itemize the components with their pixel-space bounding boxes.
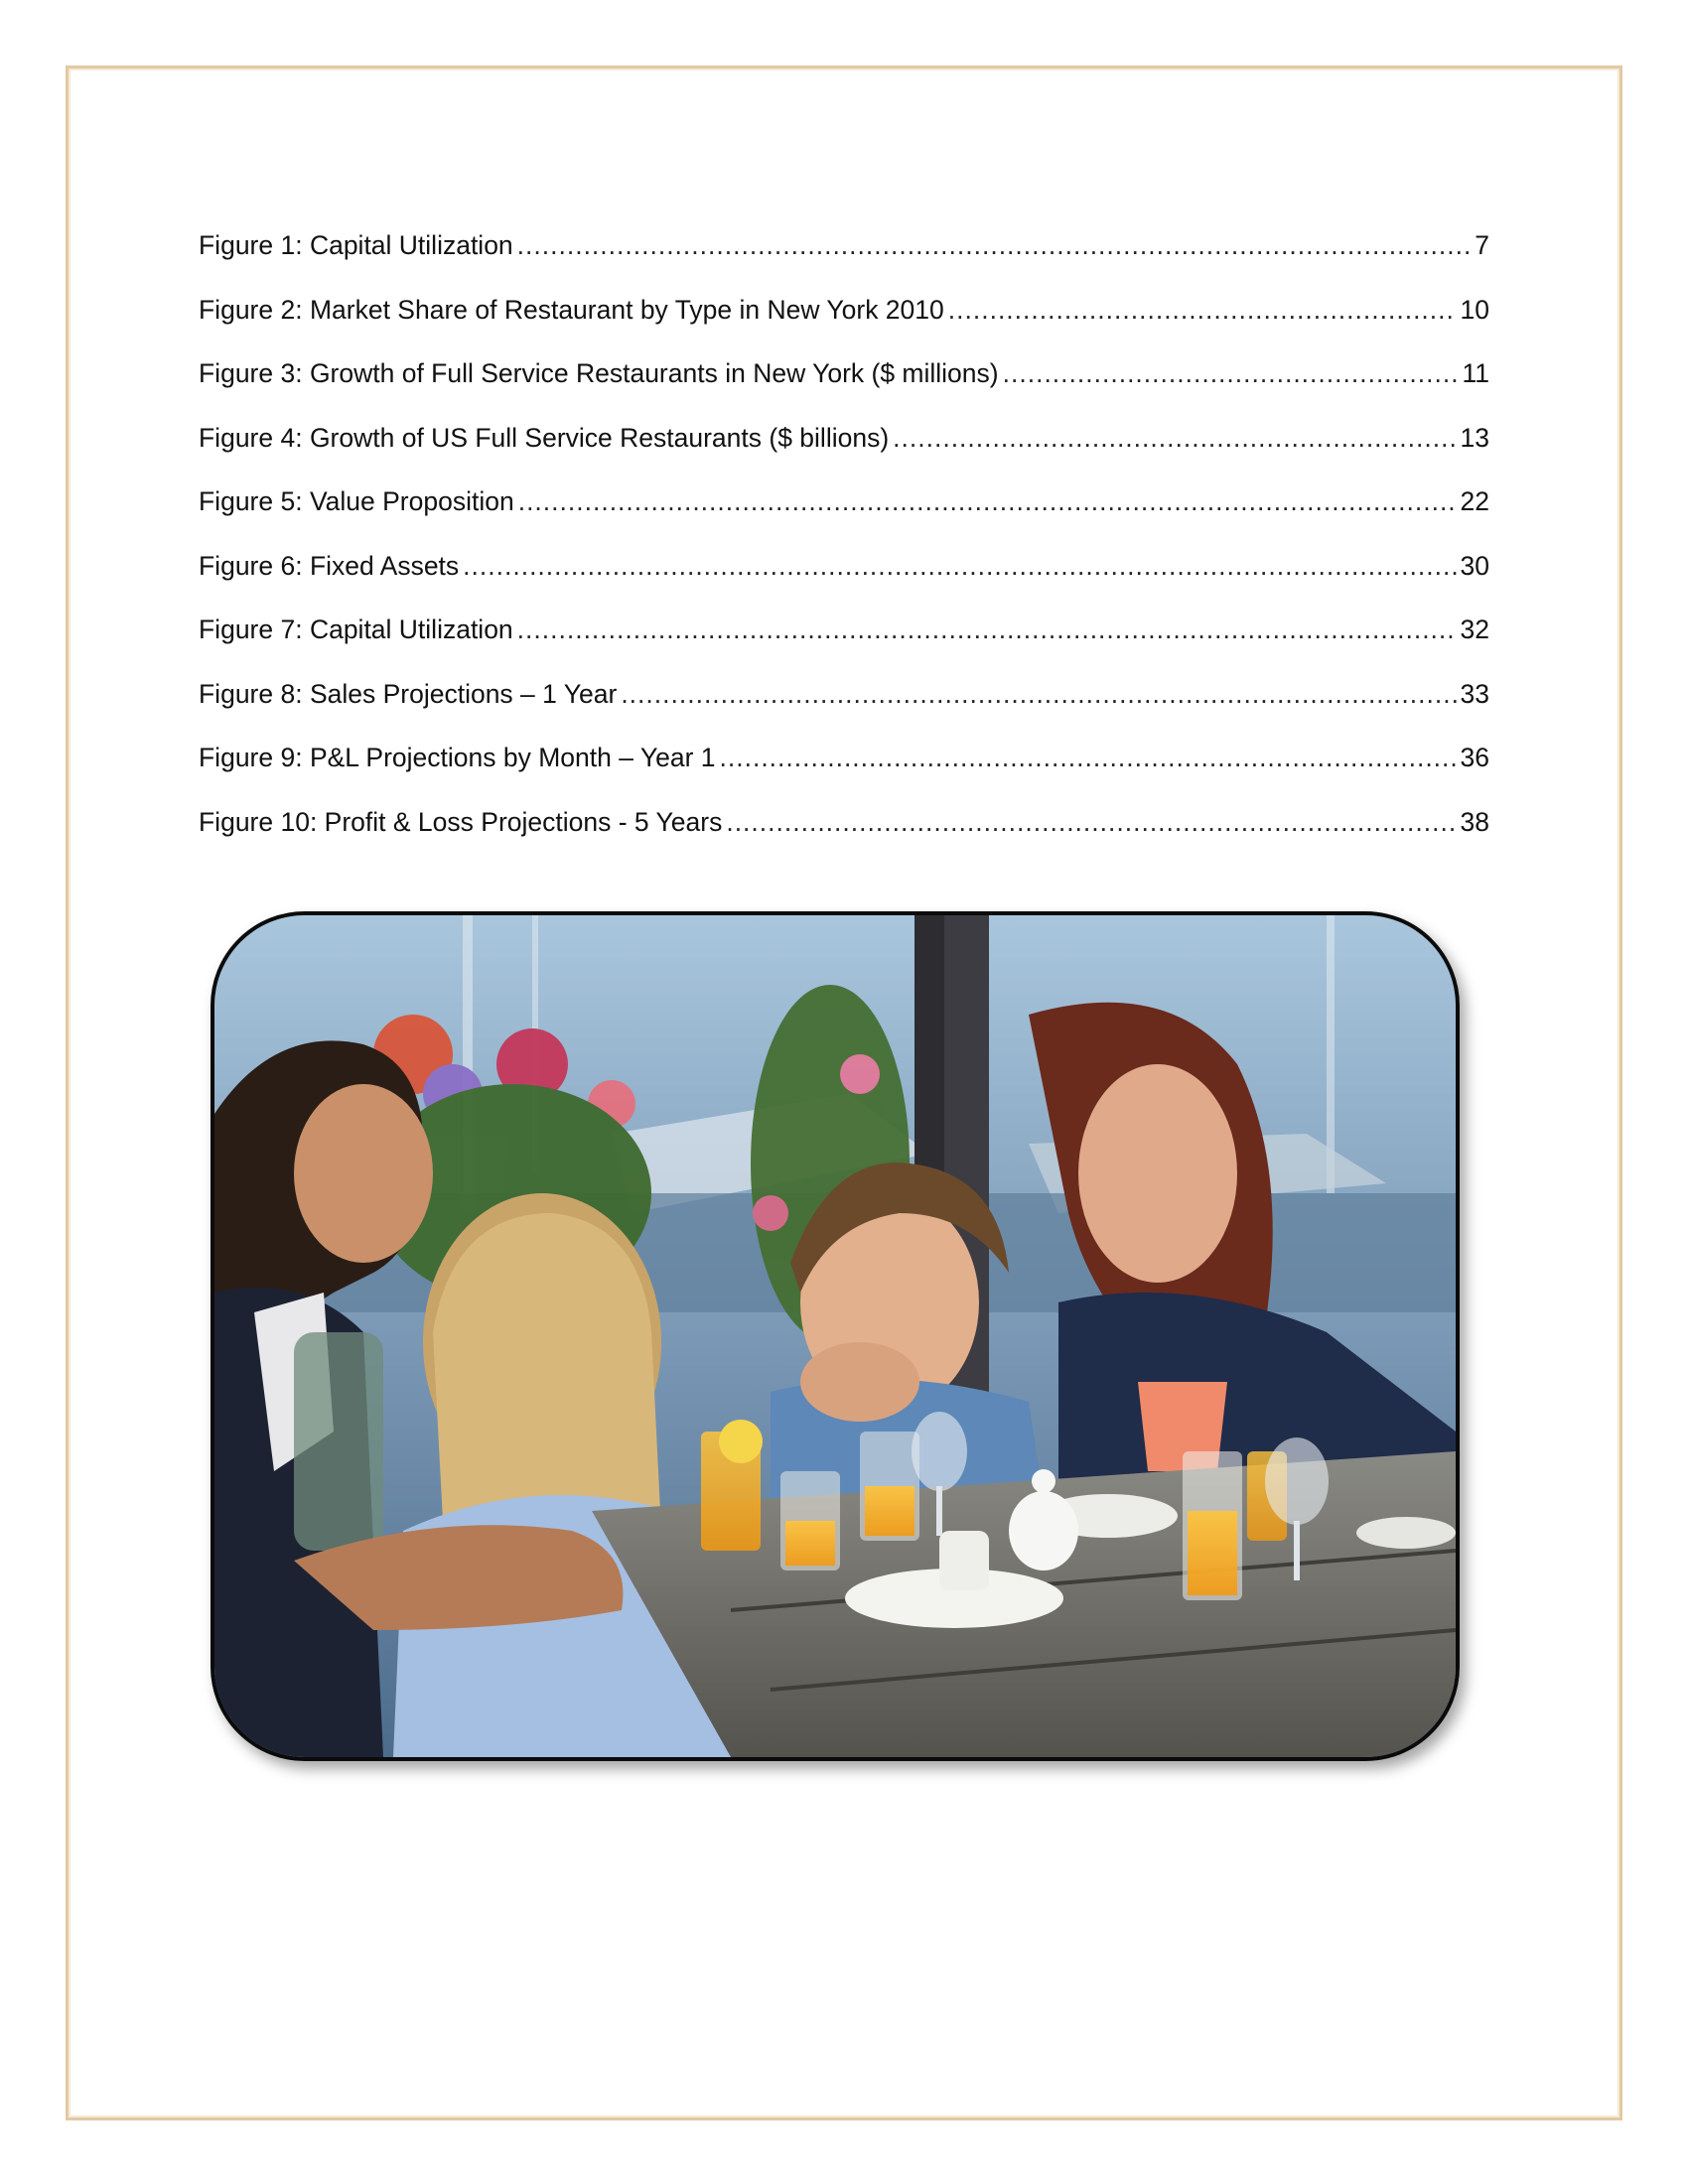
tof-entry-label: Figure 4: Growth of US Full Service Restaurants ($ billions) (199, 422, 890, 453)
tof-entry-page: 32 (1460, 614, 1489, 644)
tof-entry-page: 30 (1460, 550, 1489, 581)
tof-entry-page: 33 (1460, 678, 1489, 709)
tof-entry-page: 13 (1460, 422, 1489, 453)
dot-leader (948, 295, 1457, 326)
tof-entry-page: 11 (1462, 358, 1489, 388)
tof-entry-figure-5[interactable] (199, 486, 1489, 551)
dot-leader (893, 423, 1456, 454)
dot-leader (1003, 358, 1459, 389)
tof-entry-label: Figure 5: Value Proposition (199, 486, 514, 516)
tof-entry-label: Figure 10: Profit & Loss Projections - 5 Years (199, 806, 723, 837)
tof-entry-figure-8[interactable] (199, 679, 1489, 744)
tof-entry-figure-7[interactable] (199, 614, 1489, 679)
dot-leader (517, 614, 1457, 645)
tof-entry-figure-3[interactable] (199, 358, 1489, 423)
tof-entry-page: 22 (1460, 486, 1489, 516)
tof-entry-page: 36 (1460, 743, 1489, 772)
dot-leader (517, 230, 1472, 261)
tof-entry-label: Figure 8: Sales Projections – 1 Year (199, 678, 618, 709)
tof-entry-figure-10[interactable] (199, 807, 1489, 872)
tof-entry-label: Figure 6: Fixed Assets (199, 550, 460, 581)
dot-leader (463, 551, 1456, 582)
tof-entry-figure-6[interactable] (199, 551, 1489, 615)
tof-entry-page: 38 (1460, 806, 1489, 837)
table-of-figures (199, 230, 1489, 871)
tof-entry-label: Figure 9: P&L Projections by Month – Year 1 (199, 743, 716, 772)
dot-leader (726, 807, 1456, 838)
family-dining-illustration (214, 915, 1456, 1757)
tof-entry-figure-1[interactable] (199, 230, 1489, 295)
tof-entry-label: Figure 2: Market Share of Restaurant by Type in New York 2010 (199, 294, 944, 325)
tof-entry-figure-2[interactable] (199, 295, 1489, 359)
tof-entry-figure-9[interactable] (199, 743, 1489, 807)
family-dining-photo (211, 911, 1460, 1761)
tof-entry-label: Figure 3: Growth of Full Service Restaurants in New York ($ millions) (199, 358, 999, 388)
dot-leader (720, 743, 1457, 773)
tof-entry-label: Figure 1: Capital Utilization (199, 230, 513, 260)
dot-leader (518, 486, 1457, 517)
dot-leader (621, 679, 1456, 710)
tof-entry-label: Figure 7: Capital Utilization (199, 614, 513, 644)
tof-entry-page: 10 (1460, 294, 1489, 325)
tof-entry-page: 7 (1475, 230, 1489, 260)
tof-entry-figure-4[interactable] (199, 423, 1489, 487)
